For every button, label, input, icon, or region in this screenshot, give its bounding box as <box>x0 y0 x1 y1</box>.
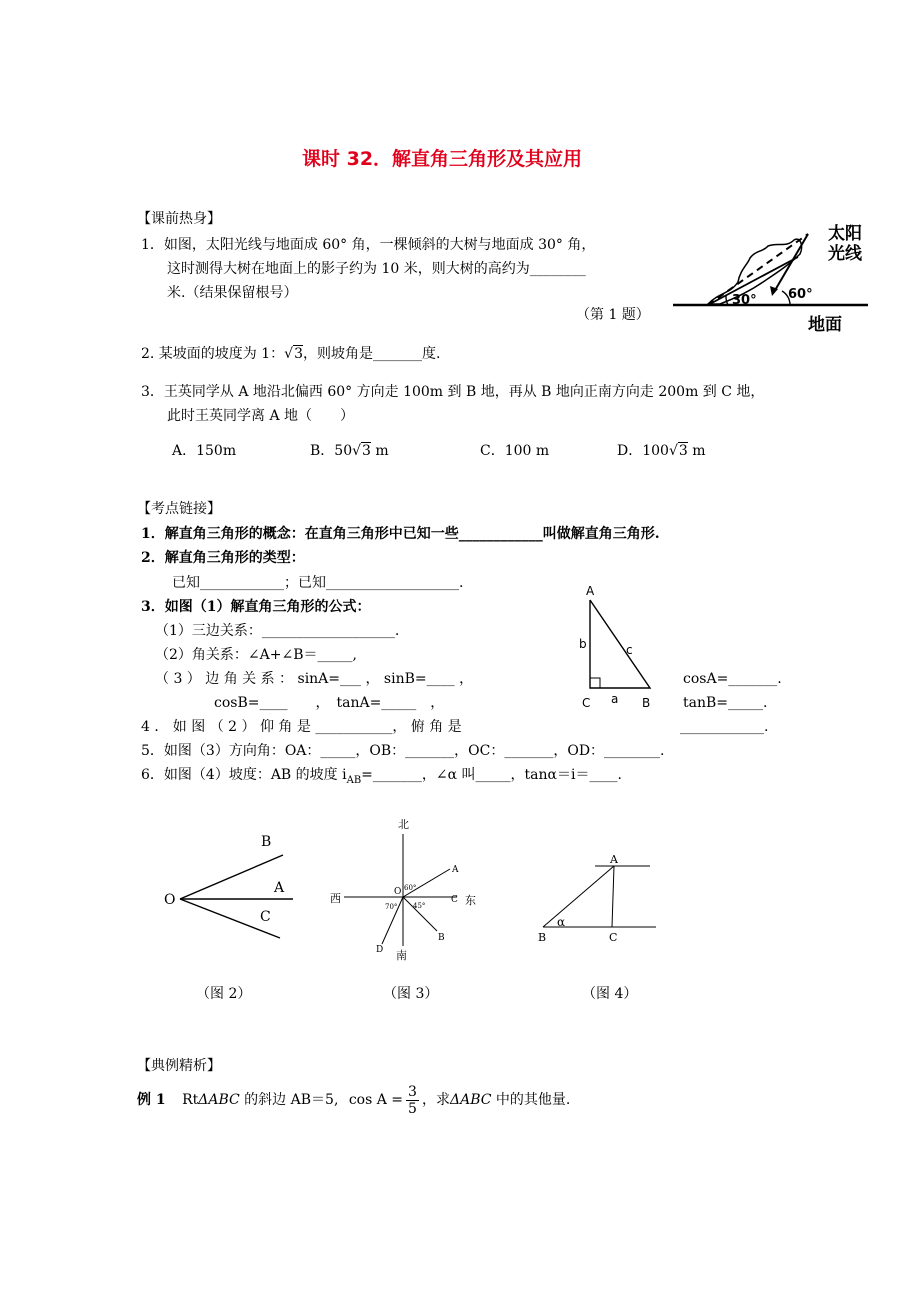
point-3-1: （1）三边关系：___________________. <box>155 623 400 639</box>
example-1-cos: cos A = <box>348 1092 404 1108</box>
example-1-numerator: 3 <box>408 1083 417 1100</box>
point-3-3: （ 3 ） 边 角 关 系 ： sinA=___ ， sinB=____ ， <box>155 671 474 687</box>
point-3-2: （2）角关系：∠A+∠B＝_____, <box>155 647 357 663</box>
section-header-warmup: 【课前热身】 <box>137 211 221 227</box>
question-2-radicand: 3 <box>294 346 304 362</box>
option-b-coef: 50 <box>334 443 353 459</box>
figure-4-caption: （图 4） <box>582 986 638 1002</box>
point-2-sub: 已知____________；已知___________________. <box>172 575 464 591</box>
point-C: C <box>260 909 271 925</box>
point-1: 1．解直角三角形的概念：在直角三角形中已知一些____________叫做解直角三角形. <box>141 526 660 542</box>
question-2-suffix: ，则坡角是_______度. <box>303 346 441 362</box>
option-d-unit: m <box>687 443 706 459</box>
ground-label: 地面 <box>808 315 842 335</box>
figure-2-caption: （图 2） <box>196 986 252 1002</box>
option-c: C．100 m <box>480 443 550 459</box>
angle-30-label: 30° <box>732 293 757 308</box>
sun-label-1: 太阳 <box>828 224 862 244</box>
point-3-tanB: tanB=_____. <box>683 695 768 711</box>
label-B: B <box>438 933 445 943</box>
slope-AB <box>543 866 614 927</box>
figure-3-caption: （图 3） <box>383 986 439 1002</box>
example-1-pre: Rt <box>182 1092 199 1108</box>
side-b: b <box>579 637 587 651</box>
figure-2-elevation <box>155 825 305 945</box>
section-header-points: 【考点链接】 <box>137 501 221 517</box>
point-6-prefix: 6．如图（4）坡度：AB 的坡度 i <box>141 767 347 783</box>
question-2-prefix: 2. 某坡面的坡度为 1： <box>141 346 285 362</box>
point-3-cosA: cosA=_______. <box>683 671 782 687</box>
point-6-sub: AB <box>346 774 362 786</box>
option-d-prefix: D． <box>617 443 643 459</box>
example-1-end: 中的其他量. <box>491 1092 571 1108</box>
point-C: C <box>609 931 618 944</box>
example-1 <box>137 1080 570 1120</box>
point-A: A <box>610 853 618 866</box>
line-OB <box>180 855 283 899</box>
point-A: A <box>274 880 285 896</box>
example-1-denominator: 5 <box>408 1100 417 1117</box>
side-a: a <box>611 692 619 706</box>
vertex-A: A <box>586 584 595 598</box>
label-D: D <box>376 945 384 955</box>
vertex-B: B <box>642 696 651 710</box>
vertex-C: C <box>582 696 591 710</box>
label-south: 南 <box>396 949 407 962</box>
figure-4-slope <box>528 845 663 950</box>
example-1-fraction <box>406 1084 419 1117</box>
example-1-post: ，求 <box>421 1092 450 1108</box>
figure-1-sun-tree <box>668 212 888 337</box>
point-4-tail: ____________. <box>680 719 769 735</box>
right-angle-mark <box>590 678 600 688</box>
point-B: B <box>538 931 547 944</box>
label-60deg: 60° <box>404 884 417 892</box>
question-1-line-3: 米.（结果保留根号） <box>167 285 298 301</box>
point-6 <box>141 766 622 790</box>
option-b-radicand: 3 <box>362 443 371 459</box>
point-O: O <box>164 892 176 908</box>
point-B: B <box>261 834 272 850</box>
section-header-examples: 【典例精析】 <box>137 1058 221 1074</box>
point-2: 2．解直角三角形的类型： <box>141 550 305 566</box>
page-title: 课时 32．解直角三角形及其应用 <box>302 148 583 170</box>
angle-alpha: α <box>557 915 566 929</box>
option-d-coef: 100 <box>642 443 669 459</box>
point-3-4: cosB=____ ， tanA=_____ ， <box>214 695 445 711</box>
angle-60-label: 60° <box>788 287 813 302</box>
ray-OA <box>403 869 450 897</box>
example-1-triangle: ΔABC <box>198 1092 240 1108</box>
triangle-outline <box>590 600 650 688</box>
point-6-suffix: =_______，∠α 叫_____，tanα＝i＝____. <box>361 767 622 783</box>
example-1-mid: 的斜边 AB＝5, <box>239 1092 339 1108</box>
question-3-line-2: 此时王英同学离 A 地（ ） <box>167 408 355 424</box>
label-45deg: 45° <box>413 902 426 910</box>
example-1-triangle-2: ΔABC <box>449 1092 492 1108</box>
label-north: 北 <box>398 818 409 831</box>
point-4: 4 ． 如 图 （ 2 ） 仰 角 是 ___________， 俯 角 是 <box>141 719 462 735</box>
point-5: 5．如图（3）方向角：OA：_____，OB：_______，OC：_______，OD：________. <box>141 743 665 759</box>
question-2: 2. 某坡面的坡度为 1：√3，则坡角是_______度. <box>141 346 441 362</box>
point-3: 3．如图（1）解直角三角形的公式： <box>141 599 371 615</box>
height-AC <box>612 866 614 927</box>
figure-1-right-triangle <box>570 575 670 715</box>
question-3-line-1: 3．王英同学从 A 地沿北偏西 60° 方向走 100m 到 B 地，再从 B 地向正南方向走 200m 到 C 地， <box>141 384 765 400</box>
option-d: D．100√3 m <box>617 443 706 459</box>
label-O: O <box>394 887 402 897</box>
example-1-label: 例 1 <box>137 1092 166 1108</box>
label-70deg: 70° <box>385 903 398 911</box>
label-east: 东 <box>465 894 476 907</box>
option-b: B．50√3 m <box>310 443 389 459</box>
option-b-prefix: B． <box>310 443 335 459</box>
option-d-radicand: 3 <box>678 443 688 459</box>
option-a: A．150m <box>172 443 237 459</box>
label-A: A <box>452 865 459 875</box>
side-c: c <box>626 643 633 657</box>
figure-3-direction <box>322 814 484 964</box>
label-C: C <box>451 895 458 905</box>
label-west: 西 <box>330 892 341 905</box>
question-1-line-1: 1．如图，太阳光线与地面成 60° 角，一棵倾斜的大树与地面成 30° 角， <box>141 237 596 253</box>
sun-label-2: 光线 <box>828 244 862 264</box>
question-1-caption: （第 1 题） <box>576 307 650 323</box>
option-b-unit: m <box>370 443 389 459</box>
question-1-line-2: 这时测得大树在地面上的影子约为 10 米，则大树的高约为________ <box>167 261 586 277</box>
